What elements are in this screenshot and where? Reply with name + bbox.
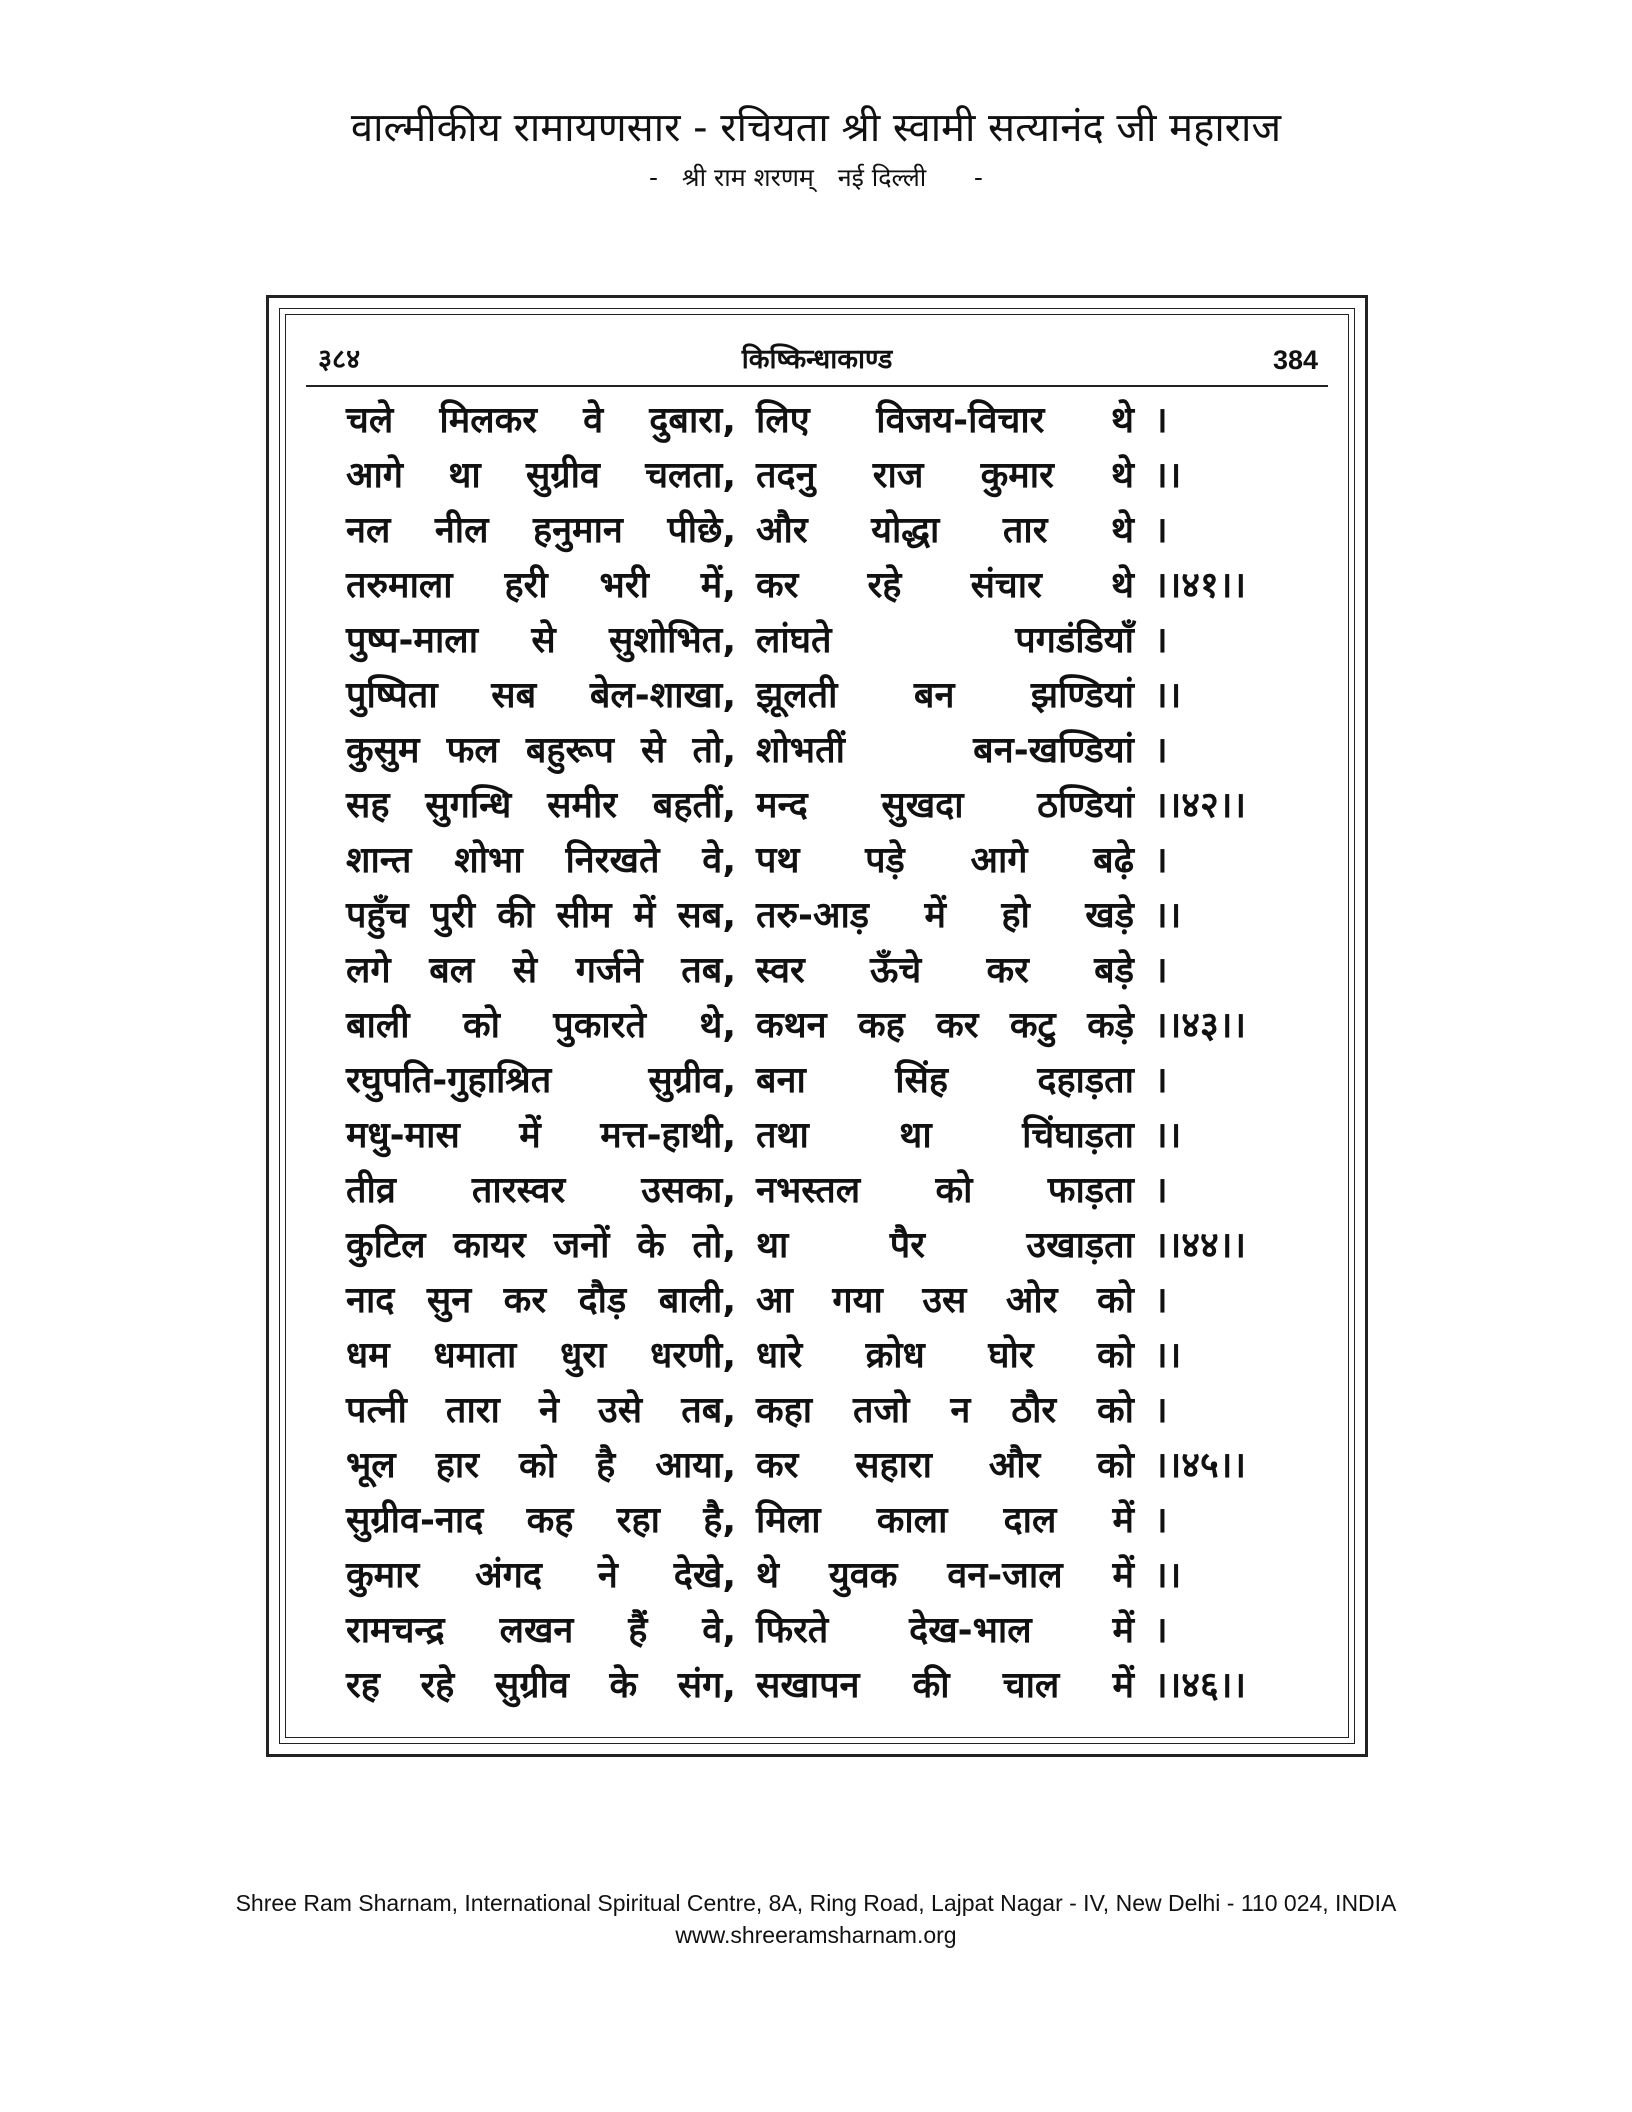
footer-address: Shree Ram Sharnam, International Spiritual Centre, 8A, Ring Road, Lajpat Nagar - IV, New Delhi - 110 024, INDIA [235, 1890, 1397, 1916]
verse-second-half: कर रहे संचार थे [756, 565, 1134, 606]
verse-marker: । [1154, 1500, 1168, 1541]
verse-second-half: था पैर उखाड़ता [756, 1225, 1134, 1266]
verse-second-half: बना सिंह दहाड़ता [756, 1060, 1134, 1101]
verse-marker: । [1154, 1610, 1168, 1651]
document-subtitle: - श्री राम शरणम् नई दिल्ली - [649, 163, 983, 192]
verse-second-half: कहा तजो न ठौर को [756, 1390, 1134, 1431]
verse-marker: । [1154, 510, 1168, 551]
verse-marker: ।।४५।। [1154, 1445, 1247, 1486]
verse-second-half: कथन कह कर कटु कड़े [756, 1005, 1134, 1046]
verse-marker: ।। [1154, 675, 1182, 716]
verse-first-half: भूल हार को है आया, [346, 1445, 736, 1486]
verse-first-half: शान्त शोभा निरखते वे, [346, 840, 736, 881]
verse-second-half: शोभतीं बन-खण्डियां [756, 730, 1134, 771]
verse-first-half: रामचन्द्र लखन हैं वे, [346, 1610, 736, 1651]
verse-second-half: आ गया उस ओर को [756, 1280, 1134, 1321]
verse-first-half: बाली को पुकारते थे, [346, 1005, 736, 1046]
verse-marker: । [1154, 1170, 1168, 1211]
verse-first-half: धम धमाता धुरा धरणी, [346, 1335, 736, 1376]
verse-first-half: कुसुम फल बहुरूप से तो, [346, 730, 736, 771]
running-header [306, 340, 1328, 380]
verse-second-half: तरु-आड़ में हो खड़े [756, 895, 1134, 936]
verse-marker: ।। [1154, 1115, 1182, 1156]
verse-second-half: सखापन की चाल में [756, 1665, 1134, 1706]
verse-marker: । [1154, 620, 1168, 661]
verse-first-half: कुमार अंगद ने देखे, [346, 1555, 736, 1596]
section-title: किष्किन्धाकाण्ड [741, 344, 893, 375]
verse-second-half: पथ पड़े आगे बढ़े [756, 840, 1134, 881]
verse-first-half: मधु-मास में मत्त-हाथी, [346, 1115, 736, 1156]
verse-marker: ।।४६।। [1154, 1665, 1247, 1706]
page-frame [266, 295, 1368, 1757]
header-divider [306, 385, 1328, 387]
verse-marker: । [1154, 1060, 1168, 1101]
verse-marker: ।।४२।। [1154, 785, 1247, 826]
verse-marker: । [1154, 840, 1168, 881]
verse-second-half: फिरते देख-भाल में [756, 1610, 1134, 1651]
verse-second-half: थे युवक वन-जाल में [756, 1555, 1134, 1596]
verse-second-half: नभस्तल को फाड़ता [756, 1170, 1134, 1211]
verse-marker: ।। [1154, 1335, 1182, 1376]
verse-marker: ।। [1154, 455, 1182, 496]
verse-first-half: नाद सुन कर दौड़ बाली, [346, 1280, 736, 1321]
verse-first-half: आगे था सुग्रीव चलता, [346, 455, 736, 496]
verse-marker: । [1154, 400, 1168, 441]
verse-second-half: तथा था चिंघाड़ता [756, 1115, 1134, 1156]
verse-marker: ।। [1154, 895, 1182, 936]
verse-second-half: और योद्धा तार थे [756, 510, 1134, 551]
verse-first-half: लगे बल से गर्जने तब, [346, 950, 736, 991]
verse-marker: । [1154, 1390, 1168, 1431]
verse-first-half: रह रहे सुग्रीव के संग, [346, 1665, 736, 1706]
verse-first-half: पुष्पिता सब बेल-शाखा, [346, 675, 736, 716]
verse-second-half: लिए विजय-विचार थे [756, 400, 1134, 441]
verse-second-half: धारे क्रोध घोर को [756, 1335, 1134, 1376]
verse-second-half: मन्द सुखदा ठण्डियां [756, 785, 1134, 826]
page-number-devanagari: ३८४ [318, 344, 361, 375]
verse-first-half: सुग्रीव-नाद कह रहा है, [346, 1500, 736, 1541]
verse-marker: ।।४३।। [1154, 1005, 1247, 1046]
verse-first-half: रघुपति-गुहाश्रित सुग्रीव, [346, 1060, 736, 1101]
verse-first-half: नल नील हनुमान पीछे, [346, 510, 736, 551]
verse-first-half: सह सुगन्धि समीर बहतीं, [346, 785, 736, 826]
verse-second-half: झूलती बन झण्डियां [756, 675, 1134, 716]
verse-first-half: कुटिल कायर जनों के तो, [346, 1225, 736, 1266]
verse-second-half: कर सहारा और को [756, 1445, 1134, 1486]
page-number: 384 [1272, 345, 1318, 375]
verse-first-half: तीव्र तारस्वर उसका, [346, 1170, 736, 1211]
verse-second-half: स्वर ऊँचे कर बड़े [756, 950, 1134, 991]
footer-website: www.shreeramsharnam.org [675, 1922, 957, 1948]
verse-second-half: लांघते पगडंडियाँ [756, 620, 1134, 661]
verse-second-half: मिला काला दाल में [756, 1500, 1134, 1541]
verse-first-half: पुष्प-माला से सुशोभित, [346, 620, 736, 661]
verse-marker: ।।४४।। [1154, 1225, 1247, 1266]
verse-marker: ।। [1154, 1555, 1182, 1596]
verse-first-half: पहुँच पुरी की सीम में सब, [346, 895, 736, 936]
verse-marker: ।।४१।। [1154, 565, 1247, 606]
verse-marker: । [1154, 730, 1168, 771]
verse-first-half: चले मिलकर वे दुबारा, [346, 400, 736, 441]
verse-marker: । [1154, 1280, 1168, 1321]
verse-first-half: पत्नी तारा ने उसे तब, [346, 1390, 736, 1431]
document-title: वाल्मीकीय रामायणसार - रचियता श्री स्वामी सत्यानंद जी महाराज [350, 105, 1282, 151]
verse-marker: । [1154, 950, 1168, 991]
verse-first-half: तरुमाला हरी भरी में, [346, 565, 736, 606]
verse-second-half: तदनु राज कुमार थे [756, 455, 1134, 496]
